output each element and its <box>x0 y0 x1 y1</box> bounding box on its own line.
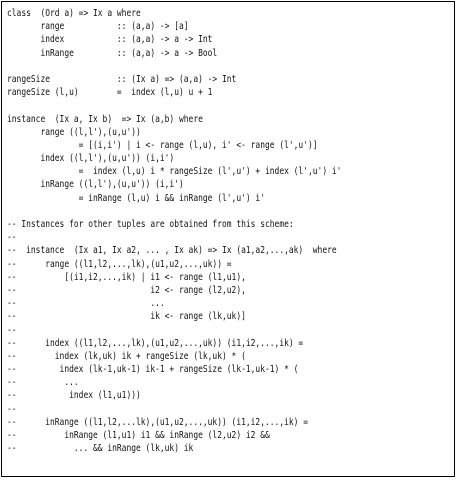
code-line-comment: -- index (lk,uk) ik + rangeSize (lk,uk) * ( <box>7 350 246 362</box>
code-line-rangesize-sig: rangeSize :: (Ix a) => (a,a) -> Int <box>7 73 237 85</box>
code-line-inrange-def: inRange ((l,l'),(u,u')) (i,i') <box>7 179 184 191</box>
code-line-index-def: index ((l,l'),(u,u')) (i,i') <box>7 153 175 165</box>
code-line-comment: -- [(i1,i2,...,ik) | i1 <- range (l1,u1), <box>7 271 246 283</box>
code-line-comment: -- <box>7 403 17 415</box>
code-line-range-sig: range :: (a,a) -> [a] <box>7 21 189 33</box>
code-line-index-body: = index (l,u) i * rangeSize (l',u') + index (l',u') i' <box>7 166 342 178</box>
code-line-comment: -- inRange (l1,u1) i1 && inRange (l2,u2) i2 && <box>7 430 270 441</box>
code-line-range-body: = [(i,i') | i <- range (l,u), i' <- range (l',u')] <box>7 139 318 151</box>
code-line-comment: -- index (l1,u1))) <box>7 390 141 402</box>
code-line-comment: -- inRange ((l1,l2,...lk),(u1,u2,...,uk)) (i1,i2,...,ik) = <box>7 416 308 428</box>
code-listing-frame <box>1 1 455 477</box>
code-line-range-def: range ((l,l'),(u,u')) <box>7 126 141 138</box>
code-line-instance-decl: instance (Ix a, Ix b) => Ix (a,b) where <box>7 113 203 125</box>
code-line-comment: -- instance (Ix a1, Ix a2, ... , Ix ak) => Ix (a1,a2,...,ak) where <box>7 245 337 257</box>
code-line-comment: -- index (lk-1,uk-1) ik-1 + rangeSize (lk-1,uk-1) * ( <box>7 364 299 376</box>
code-line-comment: -- ... <box>7 377 79 389</box>
code-line-comment: -- <box>7 324 17 336</box>
code-line-comment: -- i2 <- range (l2,u2), <box>7 284 246 296</box>
code-line-blank <box>7 99 341 112</box>
code-line-comment: -- <box>7 232 17 244</box>
code-line-blank <box>7 205 341 218</box>
code-line-comment: -- range ((l1,l2,...,lk),(u1,u2,...,uk)) = <box>7 258 232 270</box>
code-line-blank <box>7 60 341 73</box>
code-line-index-sig: index :: (a,a) -> a -> Int <box>7 34 213 46</box>
code-line-comment: -- ... <box>7 298 165 310</box>
code-line-comment: -- index ((l1,l2,...,lk),(u1,u2,...,uk)) (i1,i2,...,ik) = <box>7 337 304 349</box>
code-line-comment: -- ... && inRange (lk,uk) ik <box>7 443 194 455</box>
code-line-class-decl: class (Ord a) => Ix a where <box>7 8 141 19</box>
code-line-comment: -- Instances for other tuples are obtained from this scheme: <box>7 219 294 230</box>
code-line-inrange-body: = inRange (l,u) i && inRange (l',u') i' <box>7 192 265 204</box>
code-line-rangesize-def: rangeSize (l,u) = index (l,u) u + 1 <box>7 87 213 99</box>
code-line-comment: -- ik <- range (lk,uk)] <box>7 311 246 323</box>
code-line-inrange-sig: inRange :: (a,a) -> a -> Bool <box>7 47 218 59</box>
code-listing <box>7 7 420 455</box>
